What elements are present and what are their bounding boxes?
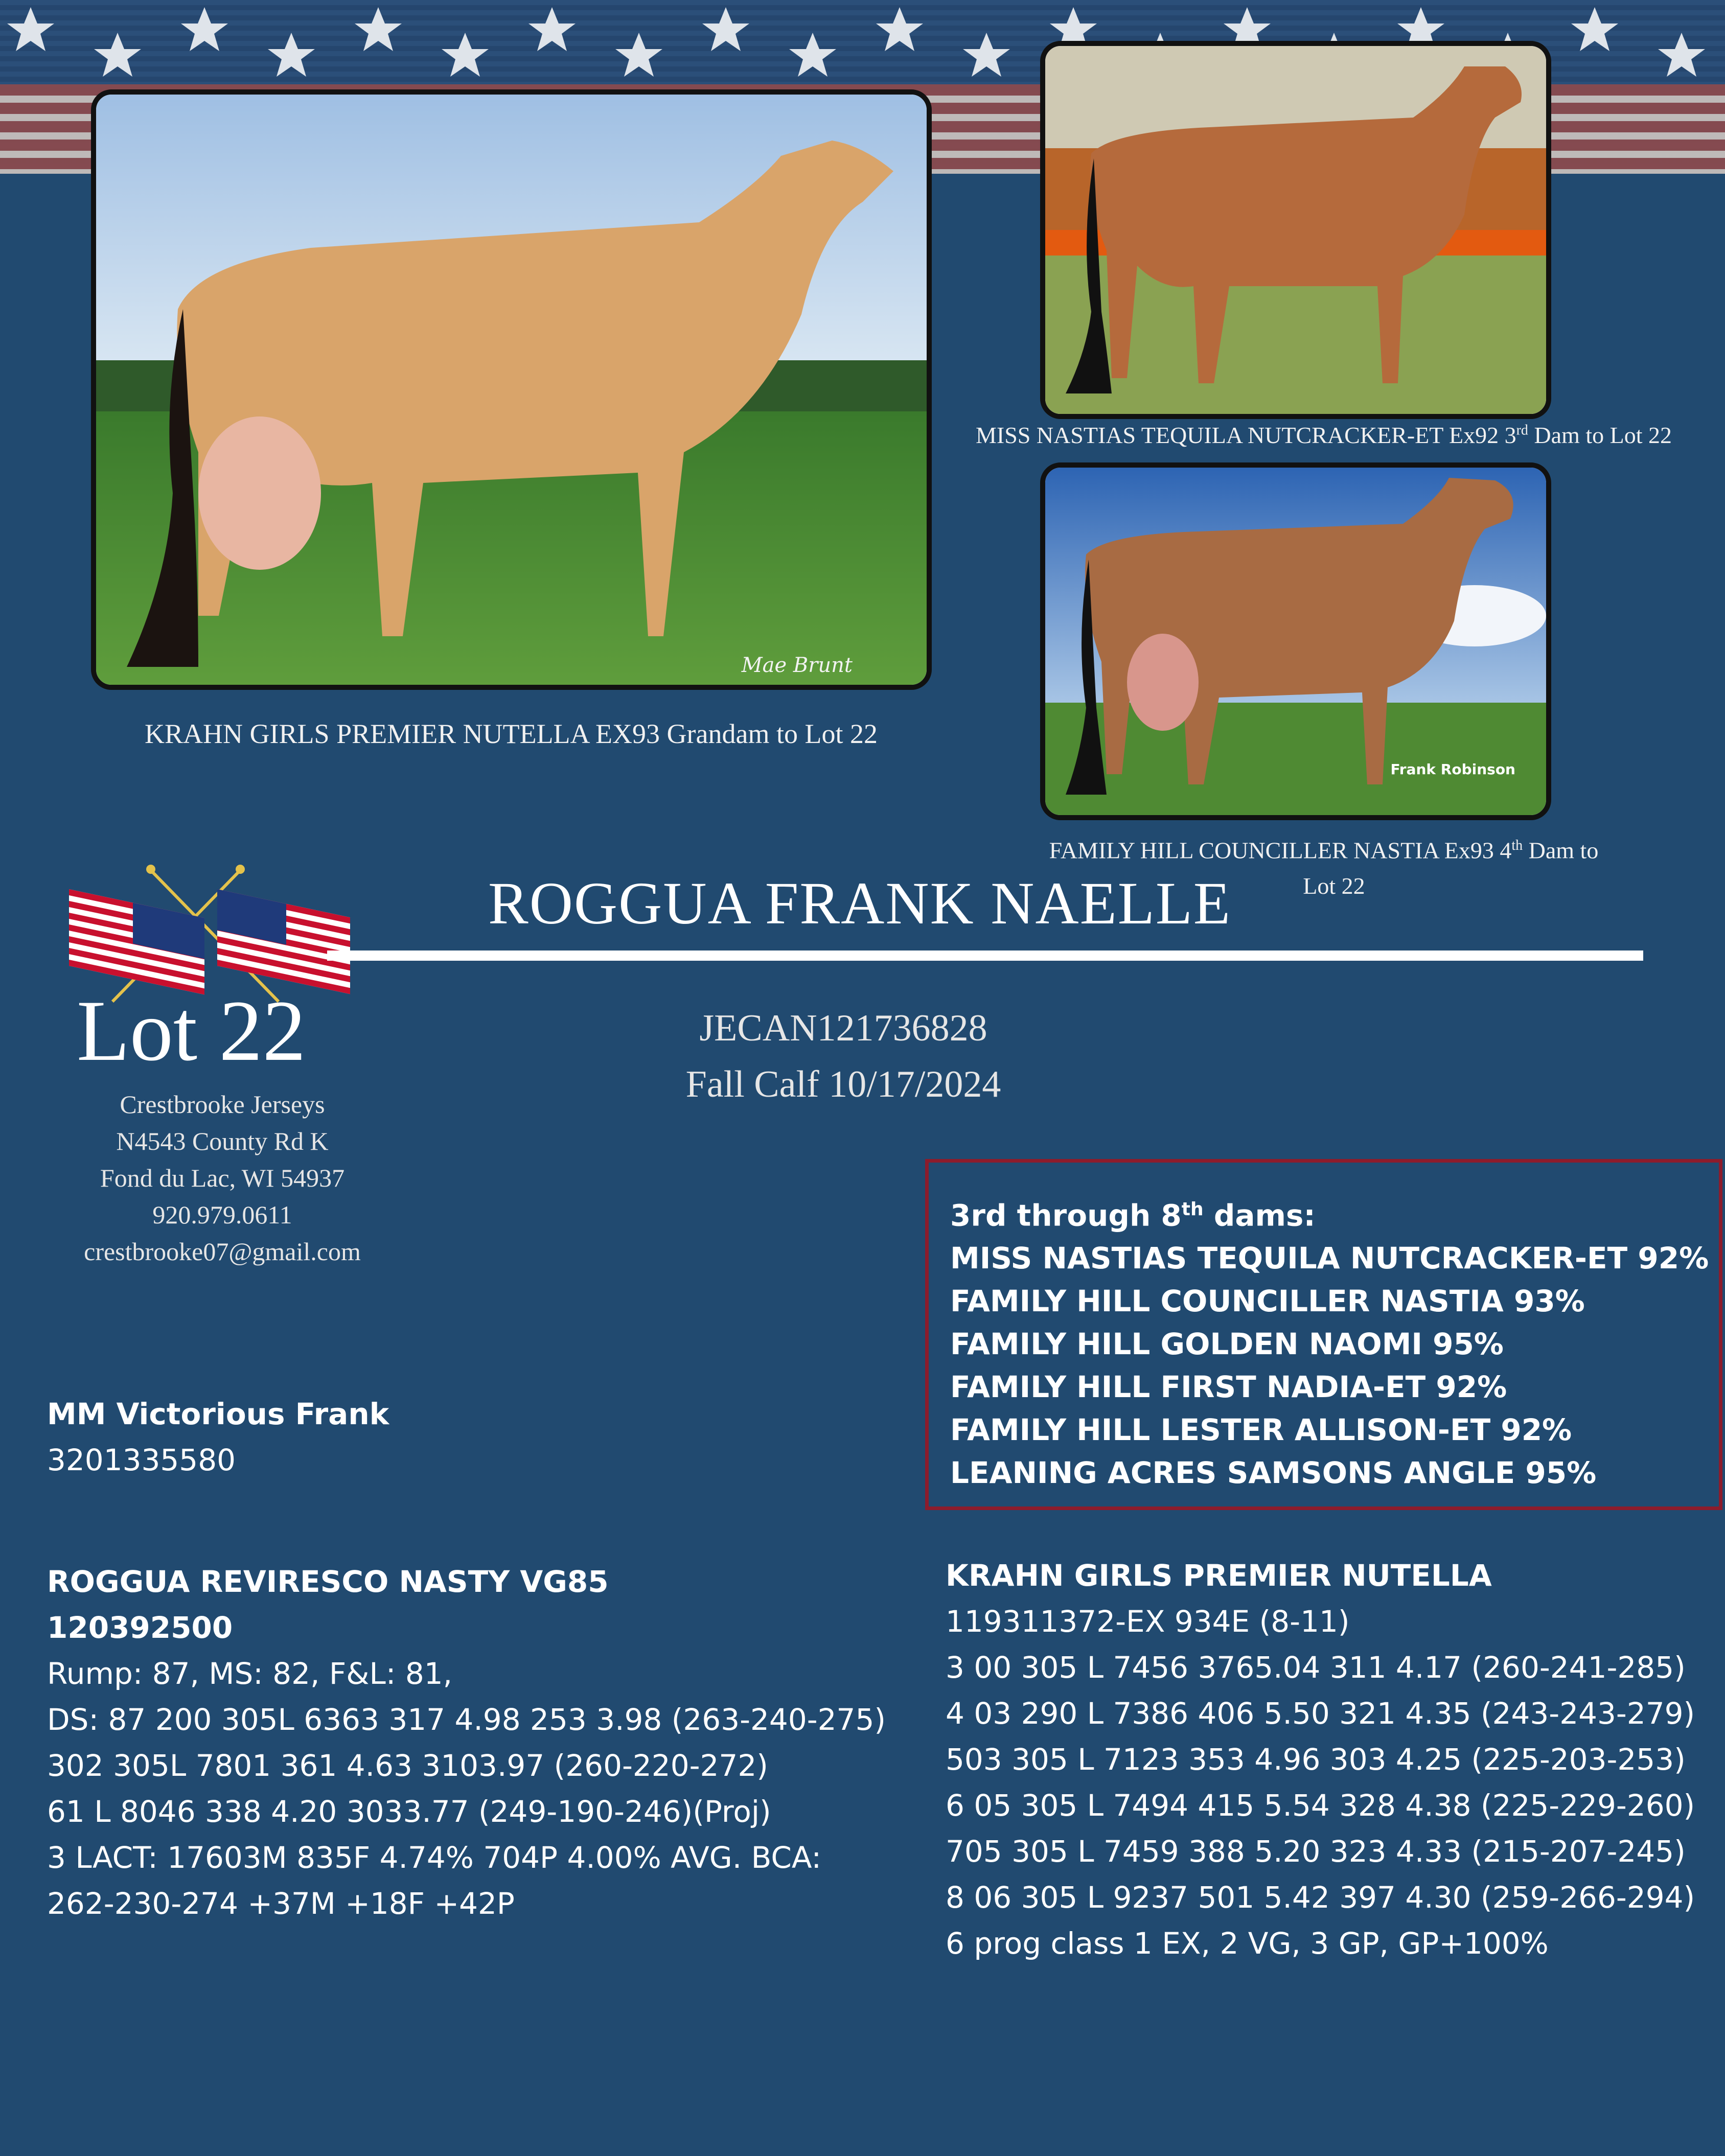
dam-record-line: 61 L 8046 338 4.20 3033.77 (249-190-246)(Proj) bbox=[47, 1794, 771, 1829]
dam-record-line: 302 305L 7801 361 4.63 3103.97 (260-220-272) bbox=[47, 1748, 768, 1783]
dam3-caption bbox=[940, 422, 1707, 449]
dams-heading-sup: th bbox=[1181, 1199, 1204, 1220]
photo-signature: Mae Brunt bbox=[741, 654, 853, 677]
dams-heading-main: 3rd through 8 bbox=[950, 1198, 1182, 1233]
dams-heading-end: dams: bbox=[1203, 1198, 1316, 1233]
consignor-phone: 920.979.0611 bbox=[152, 1200, 292, 1229]
dam4-caption-mid: Dam to bbox=[1523, 837, 1599, 864]
grandam-record-line: 6 05 305 L 7494 415 5.54 328 4.38 (225-229-260) bbox=[946, 1788, 1695, 1823]
sire-id: 3201335580 bbox=[47, 1443, 236, 1477]
grandam-record-line: 8 06 305 L 9237 501 5.42 397 4.30 (259-266-294) bbox=[946, 1880, 1695, 1915]
dam3-caption-main: MISS NASTIAS TEQUILA NUTCRACKER-ET Ex92 3 bbox=[975, 422, 1516, 448]
grandam-record-line: 6 prog class 1 EX, 2 VG, 3 GP, GP+100% bbox=[946, 1926, 1549, 1961]
dam-item: FAMILY HILL LESTER ALLISON-ET 92% bbox=[950, 1412, 1572, 1448]
consignor-address: N4543 County Rd K bbox=[116, 1127, 329, 1155]
header-divider bbox=[327, 951, 1643, 961]
grandam-record-line: 4 03 290 L 7386 406 5.50 321 4.35 (243-243-279) bbox=[946, 1696, 1695, 1731]
main-cow-photo bbox=[91, 89, 932, 690]
dam3-photo bbox=[1040, 41, 1551, 419]
dam-record-line: Rump: 87, MS: 82, F&L: 81, bbox=[47, 1656, 453, 1691]
dam-item: MISS NASTIAS TEQUILA NUTCRACKER-ET 92% bbox=[950, 1241, 1709, 1276]
dam4-caption-sup: th bbox=[1511, 838, 1523, 853]
lot-number: Lot 22 bbox=[77, 983, 306, 1079]
grandam-block bbox=[946, 1552, 1722, 1966]
cow-illustration-main bbox=[96, 95, 927, 685]
cow-illustration-3rd-dam bbox=[1045, 46, 1546, 414]
animal-name: ROGGUA FRANK NAELLE bbox=[488, 870, 1231, 937]
cow-illustration-4th-dam bbox=[1045, 468, 1546, 815]
grandam-name: KRAHN GIRLS PREMIER NUTELLA bbox=[946, 1558, 1492, 1593]
dam3-caption-end: Dam to Lot 22 bbox=[1528, 422, 1672, 448]
dam4-caption-main: FAMILY HILL COUNCILLER NASTIA Ex93 4 bbox=[1049, 837, 1512, 864]
dam-item: FAMILY HILL FIRST NADIA-ET 92% bbox=[950, 1370, 1507, 1405]
dam-item: FAMILY HILL GOLDEN NAOMI 95% bbox=[950, 1327, 1504, 1362]
grandam-record-line: 705 305 L 7459 388 5.20 323 4.33 (215-207-245) bbox=[946, 1834, 1686, 1869]
birth-info: Fall Calf 10/17/2024 bbox=[685, 1063, 1001, 1105]
registration-number: JECAN121736828 bbox=[699, 1007, 987, 1049]
photographer-credit: Frank Robinson bbox=[1390, 761, 1515, 778]
dam-record-line: 262-230-274 +37M +18F +42P bbox=[47, 1886, 515, 1921]
grandam-record-line: 119311372-EX 934E (8-11) bbox=[946, 1604, 1350, 1639]
dams-box bbox=[925, 1159, 1722, 1510]
consignor-name: Crestbrooke Jerseys bbox=[120, 1090, 325, 1119]
grandam-record-line: 503 305 L 7123 353 4.96 303 4.25 (225-203-253) bbox=[946, 1742, 1686, 1777]
consignor-block bbox=[31, 1086, 414, 1270]
dam4-caption-line2: Lot 22 bbox=[1303, 873, 1365, 899]
dam-name: ROGGUA REVIRESCO NASTY VG85 bbox=[47, 1564, 609, 1599]
consignor-city: Fond du Lac, WI 54937 bbox=[100, 1164, 345, 1192]
dam3-caption-sup: rd bbox=[1516, 422, 1528, 438]
sire-name: MM Victorious Frank bbox=[47, 1397, 389, 1431]
dam-id: 120392500 bbox=[47, 1610, 233, 1645]
sire-block bbox=[47, 1391, 389, 1483]
grandam-record-line: 3 00 305 L 7456 3765.04 311 4.17 (260-241-285) bbox=[946, 1650, 1686, 1685]
dam-item: LEANING ACRES SAMSONS ANGLE 95% bbox=[950, 1455, 1597, 1491]
dam-item: FAMILY HILL COUNCILLER NASTIA 93% bbox=[950, 1284, 1585, 1319]
dam-record-line: DS: 87 200 305L 6363 317 4.98 253 3.98 (263-240-275) bbox=[47, 1702, 886, 1737]
dams-list bbox=[950, 1237, 1719, 1494]
consignor-email: crestbrooke07@gmail.com bbox=[84, 1237, 361, 1266]
dam-block bbox=[47, 1559, 926, 1927]
dam4-photo bbox=[1040, 462, 1551, 820]
main-photo-caption: KRAHN GIRLS PREMIER NUTELLA EX93 Grandam to Lot 22 bbox=[145, 718, 878, 749]
dam-record-line: 3 LACT: 17603M 835F 4.74% 704P 4.00% AVG. BCA: bbox=[47, 1840, 822, 1875]
dam4-caption-line1 bbox=[940, 828, 1707, 868]
dams-heading bbox=[950, 1188, 1719, 1237]
